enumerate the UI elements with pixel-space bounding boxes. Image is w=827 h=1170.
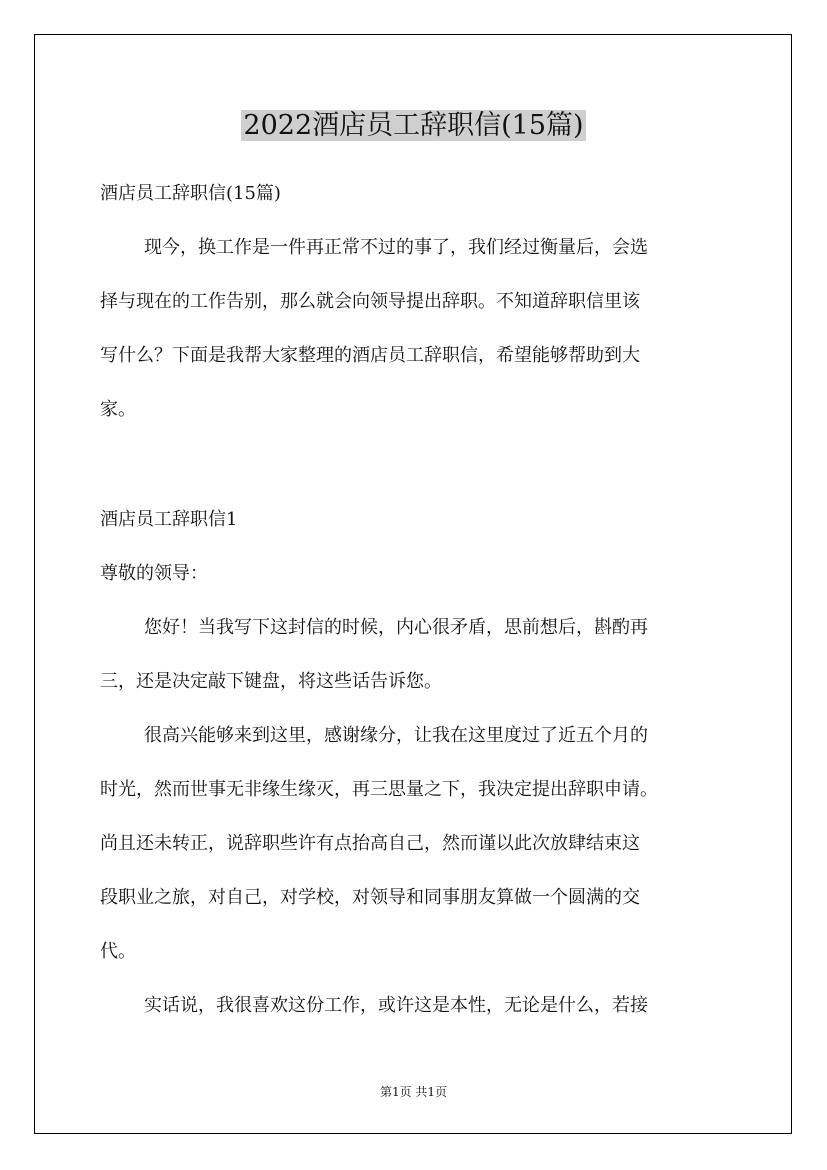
paragraph-line: 写什么？下面是我帮大家整理的酒店员工辞职信，希望能够帮助到大 xyxy=(100,345,640,366)
paragraph-line: 尚且还未转正，说辞职些许有点抬高自己，然而谨以此次放肆结束这 xyxy=(100,833,640,854)
salutation: 尊敬的领导： xyxy=(100,563,208,584)
document-title xyxy=(0,104,827,145)
paragraph-line: 择与现在的工作告别，那么就会向领导提出辞职。不知道辞职信里该 xyxy=(100,291,640,312)
paragraph-line: 三，还是决定敲下键盘，将这些话告诉您。 xyxy=(100,671,442,692)
page-number: 第1页 共1页 xyxy=(379,1085,448,1099)
paragraph-line: 时光，然而世事无非缘生缘灭，再三思量之下，我决定提出辞职申请。 xyxy=(100,779,658,800)
document-subtitle: 酒店员工辞职信(15篇) xyxy=(100,183,281,204)
paragraph-line: 很高兴能够来到这里，感谢缘分，让我在这里度过了近五个月的 xyxy=(144,725,648,746)
section-heading: 酒店员工辞职信1 xyxy=(100,509,238,530)
paragraph-line: 家。 xyxy=(100,399,136,420)
paragraph-line: 现今，换工作是一件再正常不过的事了，我们经过衡量后，会选 xyxy=(144,237,648,258)
paragraph-line: 代。 xyxy=(100,941,136,962)
document-title-text: 2022酒店员工辞职信(15篇) xyxy=(243,110,584,141)
paragraph-line: 您好！当我写下这封信的时候，内心很矛盾，思前想后，斟酌再 xyxy=(144,617,648,638)
paragraph-line: 段职业之旅，对自己，对学校，对领导和同事朋友算做一个圆满的交 xyxy=(100,887,640,908)
paragraph-line: 实话说，我很喜欢这份工作，或许这是本性，无论是什么，若接 xyxy=(144,995,648,1016)
